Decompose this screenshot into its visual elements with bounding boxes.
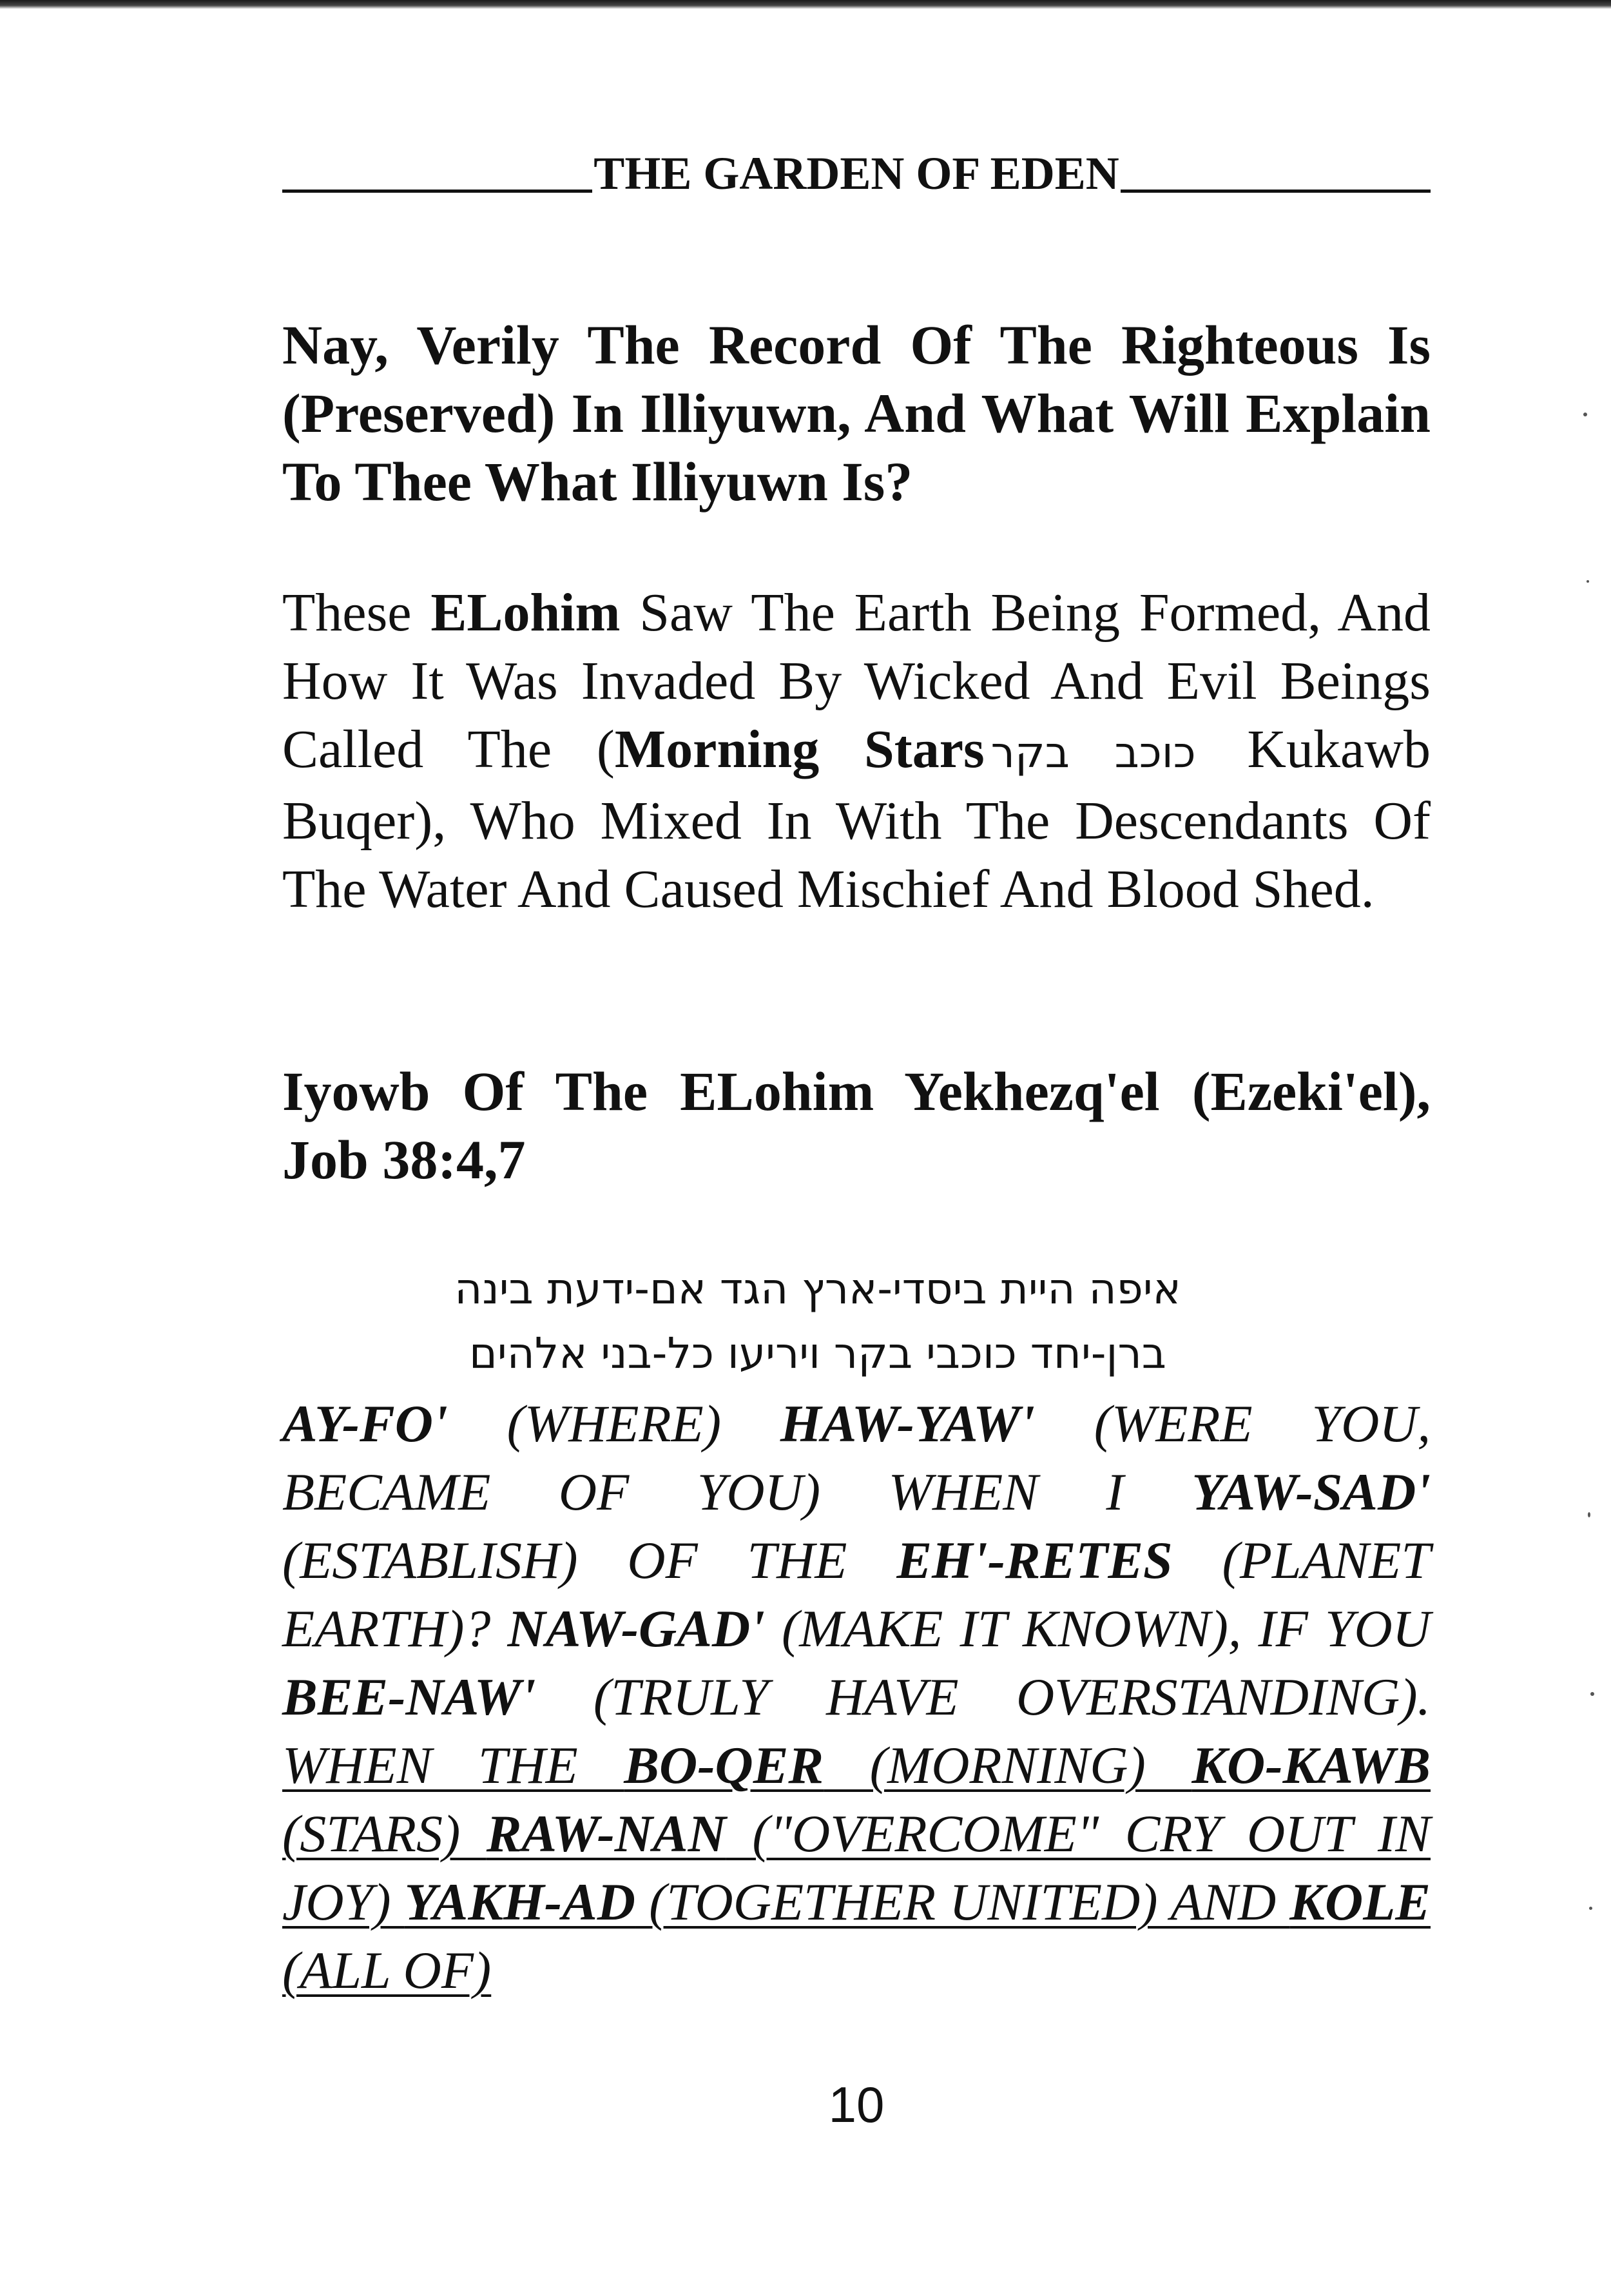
text-run: Saw The Earth Being Formed, And How It Was Invaded By Wicked And Evil Beings Called The ( bbox=[282, 583, 1431, 779]
bold-term: EH'-RETES bbox=[896, 1531, 1173, 1590]
bold-term: NAW-GAD' bbox=[507, 1599, 765, 1658]
bold-term: BEE-NAW' bbox=[282, 1668, 536, 1726]
text-run: (ESTABLISH) OF THE bbox=[282, 1531, 897, 1590]
verse-heading: Iyowb Of The ELohim Yekhezq'el (Ezeki'el), Job 38:4,7 bbox=[282, 1060, 1431, 1191]
body-paragraph bbox=[282, 579, 1431, 924]
bold-term: ELohim bbox=[430, 583, 621, 643]
text-run: (MORNING) bbox=[824, 1736, 1192, 1795]
scan-speck bbox=[1589, 1907, 1592, 1910]
text-run: (WHERE) bbox=[447, 1394, 780, 1453]
transliteration bbox=[282, 1390, 1431, 2005]
hebrew-verse bbox=[282, 1257, 1431, 1386]
bold-term: KOLE bbox=[1289, 1873, 1431, 1931]
text-run: (ALL OF) bbox=[282, 1941, 492, 1999]
scan-speck bbox=[1587, 580, 1589, 583]
text-run: (STARS) bbox=[282, 1804, 487, 1863]
text-run: (TRULY HAVE OVERSTANDING). bbox=[535, 1668, 1431, 1726]
page-number: 10 bbox=[828, 2076, 885, 2133]
text-run: (MAKE IT KNOWN), IF YOU bbox=[764, 1599, 1431, 1658]
scan-speck bbox=[1583, 413, 1587, 416]
running-header bbox=[282, 147, 1431, 200]
bold-term: AY-FO' bbox=[282, 1394, 448, 1453]
text-run: Kukawb Buqer), Who Mixed In With The Descendants Of The Water And Caused Mischief And Blood Shed. bbox=[282, 719, 1431, 919]
bold-term: BO-QER bbox=[624, 1736, 824, 1795]
bold-term: YAKH-AD bbox=[404, 1873, 636, 1931]
text-run: WHEN THE bbox=[282, 1736, 624, 1795]
text-run: (TOGETHER UNITED) AND bbox=[635, 1873, 1290, 1931]
hebrew-line: איפה היית ביסדי-ארץ הגד אם-ידעת בינה bbox=[454, 1264, 1181, 1314]
bold-term: Morning Stars bbox=[614, 719, 985, 779]
header-rule-left bbox=[282, 190, 592, 193]
bold-term: HAW-YAW' bbox=[780, 1394, 1035, 1453]
text-run: (WERE YOU, BECAME OF YOU) WHEN I bbox=[282, 1394, 1431, 1521]
scan-edge bbox=[0, 0, 1611, 9]
bold-term: RAW-NAN bbox=[486, 1804, 726, 1863]
header-title: THE GARDEN OF EDEN bbox=[593, 148, 1119, 199]
bold-term: KO-KAWB bbox=[1191, 1736, 1431, 1795]
section-heading: Nay, Verily The Record Of The Righteous Is (Preserved) In Illiyuwn, And What Will Explain To Thee What Illiyuwn Is? bbox=[282, 314, 1431, 512]
scan-speck bbox=[1588, 1512, 1590, 1517]
text-run: (PLANET EARTH)? bbox=[282, 1531, 1431, 1658]
header-rule-right bbox=[1121, 190, 1431, 193]
text-run: ("OVERCOME" CRY OUT IN JOY) bbox=[282, 1804, 1431, 1931]
hebrew-term: כוכב בקר bbox=[990, 728, 1196, 777]
scan-speck bbox=[1590, 1692, 1594, 1696]
bold-term: YAW-SAD' bbox=[1191, 1463, 1431, 1521]
underlined-passage bbox=[282, 1736, 1431, 1999]
hebrew-line: ברן-יחד כוכבי בקר ויריעו כל-בני אלהים bbox=[469, 1328, 1166, 1378]
text-run: These bbox=[282, 583, 431, 643]
